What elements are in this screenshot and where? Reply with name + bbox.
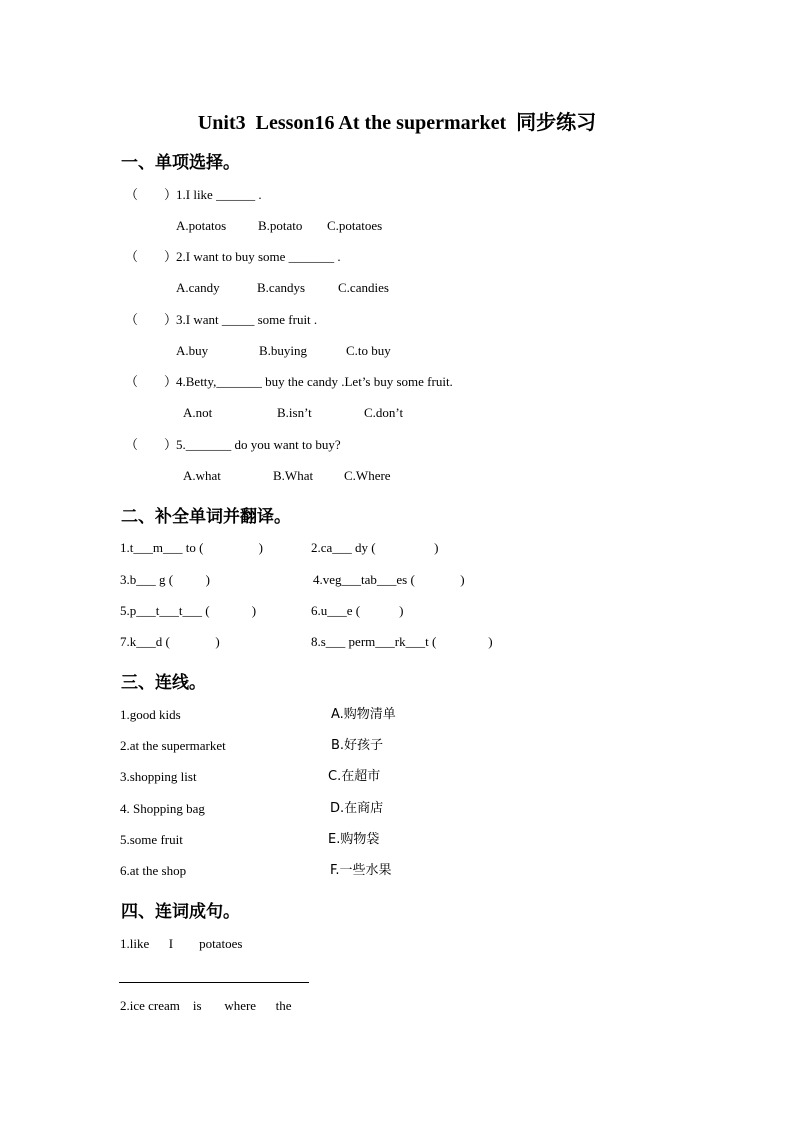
match-right-e: E.购物袋 [328,832,380,847]
question-3-stem: 3.I want _____ some fruit . [176,312,318,327]
question-5-option-a: A.what [183,468,221,483]
match-right-a: A.购物清单 [331,707,396,722]
answer-line [119,982,309,983]
page-title: Unit3 Lesson16 At the supermarket 同步练习 [197,112,597,134]
question-3-option-a: A.buy [176,343,209,358]
question-1-option-a: A.potatos [176,218,227,233]
word-item-3: 3.b___ g ( ) [120,572,210,587]
match-left-2: 2.at the supermarket [120,738,226,753]
question-1-stem: 1.I like ______ . [176,187,262,202]
word-item-2: 2.ca___ dy ( ) [311,540,439,555]
question-4-paren: （ ） [125,374,178,389]
word-item-7: 7.k___d ( ) [120,634,220,649]
question-4-option-a: A.not [183,405,213,420]
section-heading-3: 三、连线。 [121,673,206,693]
question-2-option-c: C.candies [338,280,389,295]
question-5-stem: 5._______ do you want to buy? [176,437,341,452]
question-2-paren: （ ） [125,249,178,264]
question-2-stem: 2.I want to buy some _______ . [176,249,341,264]
match-left-4: 4. Shopping bag [120,801,205,816]
section-heading-1: 一、单项选择。 [121,153,240,173]
question-1-option-c: C.potatoes [327,218,383,233]
word-item-8: 8.s___ perm___rk___t ( ) [311,634,493,649]
question-5-option-b: B.What [273,468,314,483]
word-item-1: 1.t___m___ to ( ) [120,540,263,555]
question-4-option-b: B.isn’t [277,405,312,420]
sentence-item-1: 1.like I potatoes [120,936,243,951]
question-5-option-c: C.Where [344,468,391,483]
question-2-option-a: A.candy [176,280,220,295]
match-right-d: D.在商店 [330,801,384,816]
question-1-option-b: B.potato [258,218,303,233]
question-1-paren: （ ） [125,187,178,202]
match-left-5: 5.some fruit [120,832,183,847]
sentence-item-2: 2.ice cream is where the [120,998,292,1013]
match-left-6: 6.at the shop [120,863,187,878]
question-3-paren: （ ） [125,312,178,327]
match-right-c: C.在超市 [328,769,381,784]
match-left-1: 1.good kids [120,707,181,722]
word-item-4: 4.veg___tab___es ( ) [313,572,465,587]
question-5-paren: （ ） [125,437,178,452]
word-item-6: 6.u___e ( ) [311,603,404,618]
match-left-3: 3.shopping list [120,769,197,784]
section-heading-4: 四、连词成句。 [121,902,240,922]
match-right-b: B.好孩子 [331,738,384,753]
question-4-option-c: C.don’t [364,405,404,420]
section-heading-2: 二、补全单词并翻译。 [121,507,291,527]
question-3-option-b: B.buying [259,343,308,358]
question-3-option-c: C.to buy [346,343,391,358]
word-item-5: 5.p___t___t___ ( ) [120,603,257,618]
match-right-f: F.一些水果 [330,863,392,878]
question-2-option-b: B.candys [257,280,306,295]
question-4-stem: 4.Betty,_______ buy the candy .Let’s buy some fruit. [176,374,453,389]
